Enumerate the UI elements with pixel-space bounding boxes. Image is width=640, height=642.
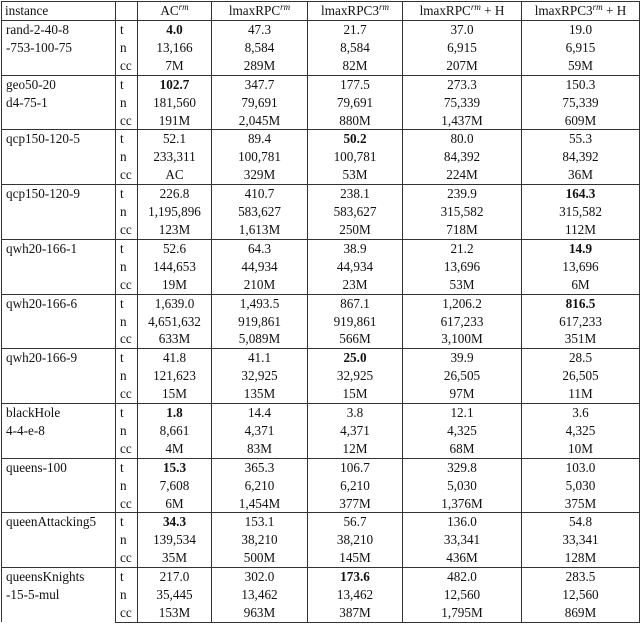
metric-label: cc <box>116 495 138 513</box>
cell-n: 919,861 <box>308 313 403 331</box>
header-col-base: lmaxRPC3 <box>321 3 379 18</box>
instance-name-line: qwh20-166-1 <box>6 240 78 256</box>
cell-n: 4,651,632 <box>138 313 212 331</box>
cell-t: 12.1 <box>403 404 522 422</box>
cell-n: 13,166 <box>138 39 212 57</box>
cell-t: 4.0 <box>138 21 212 39</box>
metric-label: n <box>116 586 138 604</box>
metric-label: t <box>116 568 138 586</box>
cell-cc: 82M <box>308 57 403 75</box>
cell-n: 26,505 <box>403 367 522 385</box>
cell-cc: 500M <box>212 549 308 567</box>
instance-name-line: qwh20-166-6 <box>6 295 78 311</box>
cell-cc: 5,089M <box>212 330 308 348</box>
cell-cc: 53M <box>403 276 522 294</box>
instance-name <box>2 239 116 294</box>
cell-cc: 7M <box>138 57 212 75</box>
cell-t: 25.0 <box>308 349 403 367</box>
cell-n: 75,339 <box>403 94 522 112</box>
cell-cc: 15M <box>138 385 212 403</box>
cell-cc: 210M <box>212 276 308 294</box>
cell-n: 7,608 <box>138 477 212 495</box>
instance-name-line: qwh20-166-9 <box>6 350 78 366</box>
cell-cc: 23M <box>308 276 403 294</box>
cell-n: 13,462 <box>308 586 403 604</box>
metric-label: n <box>116 313 138 331</box>
header-col-sup: rm <box>378 2 389 12</box>
cell-cc: 3,100M <box>403 330 522 348</box>
cell-t: 283.5 <box>522 568 640 586</box>
metric-label: n <box>116 477 138 495</box>
table-row <box>2 568 640 586</box>
cell-n: 4,371 <box>212 422 308 440</box>
instance-name <box>2 130 116 185</box>
cell-cc: 153M <box>138 604 212 622</box>
cell-n: 233,311 <box>138 148 212 166</box>
cell-n: 6,210 <box>212 477 308 495</box>
header-col-base: lmaxRPC <box>228 3 281 18</box>
metric-label: cc <box>116 440 138 458</box>
cell-cc: 19M <box>138 276 212 294</box>
instance-name-line: 4-4-e-8 <box>6 422 45 438</box>
cell-t: 164.3 <box>522 185 640 203</box>
cell-n: 32,925 <box>212 367 308 385</box>
cell-cc: 289M <box>212 57 308 75</box>
metric-label: t <box>116 75 138 93</box>
cell-n: 6,210 <box>308 477 403 495</box>
cell-t: 80.0 <box>403 130 522 148</box>
cell-cc: 566M <box>308 330 403 348</box>
cell-cc: 36M <box>522 166 640 184</box>
cell-t: 21.2 <box>403 239 522 257</box>
instance-name <box>2 349 116 404</box>
cell-t: 21.7 <box>308 21 403 39</box>
cell-t: 52.6 <box>138 239 212 257</box>
instance-name-line: blackHole <box>6 405 61 421</box>
cell-n: 5,030 <box>522 477 640 495</box>
cell-n: 4,325 <box>403 422 522 440</box>
cell-n: 75,339 <box>522 94 640 112</box>
cell-t: 39.9 <box>403 349 522 367</box>
cell-t: 238.1 <box>308 185 403 203</box>
cell-cc: 387M <box>308 604 403 622</box>
instance-name-line: queensKnights <box>6 569 85 585</box>
cell-t: 1,206.2 <box>403 294 522 312</box>
table-row <box>2 458 640 476</box>
instance-name-line: geo50-20 <box>6 76 56 92</box>
cell-cc: 145M <box>308 549 403 567</box>
cell-cc: 351M <box>522 330 640 348</box>
cell-cc: 329M <box>212 166 308 184</box>
header-col-suffix: + H <box>602 3 627 18</box>
metric-label: t <box>116 21 138 39</box>
cell-n: 13,462 <box>212 586 308 604</box>
cell-t: 14.4 <box>212 404 308 422</box>
cell-n: 5,030 <box>403 477 522 495</box>
cell-cc: 128M <box>522 549 640 567</box>
cell-cc: 83M <box>212 440 308 458</box>
metric-label: cc <box>116 385 138 403</box>
cell-n: 4,325 <box>522 422 640 440</box>
cell-t: 56.7 <box>308 513 403 531</box>
cell-t: 14.9 <box>522 239 640 257</box>
table-row <box>2 21 640 39</box>
cell-t: 482.0 <box>403 568 522 586</box>
cell-cc: 53M <box>308 166 403 184</box>
cell-n: 44,934 <box>308 258 403 276</box>
metric-label: t <box>116 458 138 476</box>
cell-cc: 59M <box>522 57 640 75</box>
instance-name-line: qcp150-120-5 <box>6 131 80 147</box>
instance-name-line: queens-100 <box>6 459 67 475</box>
metric-label: n <box>116 203 138 221</box>
header-row <box>2 2 640 21</box>
cell-cc: 2,045M <box>212 112 308 130</box>
cell-t: 410.7 <box>212 185 308 203</box>
cell-cc: 375M <box>522 495 640 513</box>
cell-t: 106.7 <box>308 458 403 476</box>
instance-name-line: qcp150-120-9 <box>6 186 80 202</box>
cell-n: 144,653 <box>138 258 212 276</box>
cell-t: 1,493.5 <box>212 294 308 312</box>
cell-n: 32,925 <box>308 367 403 385</box>
instance-name-line: d4-75-1 <box>6 94 48 110</box>
cell-cc: 135M <box>212 385 308 403</box>
header-instance: instance <box>2 2 116 21</box>
header-col-1 <box>212 2 308 21</box>
metric-label: t <box>116 349 138 367</box>
results-table <box>1 1 640 623</box>
instance-name-line: -753-100-75 <box>6 39 72 55</box>
cell-n: 84,392 <box>522 148 640 166</box>
cell-cc: AC <box>138 166 212 184</box>
instance-name <box>2 568 116 623</box>
cell-n: 315,582 <box>522 203 640 221</box>
cell-t: 15.3 <box>138 458 212 476</box>
header-col-2 <box>308 2 403 21</box>
cell-t: 41.1 <box>212 349 308 367</box>
table-row <box>2 75 640 93</box>
cell-t: 89.4 <box>212 130 308 148</box>
table-row <box>2 239 640 257</box>
metric-label: n <box>116 367 138 385</box>
header-col-4 <box>522 2 640 21</box>
cell-cc: 191M <box>138 112 212 130</box>
metric-label: n <box>116 39 138 57</box>
cell-n: 4,371 <box>308 422 403 440</box>
cell-n: 1,195,896 <box>138 203 212 221</box>
cell-n: 26,505 <box>522 367 640 385</box>
cell-t: 47.3 <box>212 21 308 39</box>
cell-n: 13,696 <box>522 258 640 276</box>
cell-n: 315,582 <box>403 203 522 221</box>
cell-cc: 6M <box>522 276 640 294</box>
metric-label: n <box>116 422 138 440</box>
cell-n: 35,445 <box>138 586 212 604</box>
cell-t: 28.5 <box>522 349 640 367</box>
cell-t: 150.3 <box>522 75 640 93</box>
cell-n: 121,623 <box>138 367 212 385</box>
cell-n: 33,341 <box>522 531 640 549</box>
metric-label: cc <box>116 604 138 622</box>
table-row <box>2 513 640 531</box>
cell-cc: 377M <box>308 495 403 513</box>
instance-name <box>2 185 116 240</box>
cell-n: 919,861 <box>212 313 308 331</box>
cell-n: 583,627 <box>308 203 403 221</box>
metric-label: n <box>116 258 138 276</box>
instance-name-line: -15-5-mul <box>6 587 60 603</box>
cell-t: 54.8 <box>522 513 640 531</box>
cell-cc: 4M <box>138 440 212 458</box>
cell-t: 867.1 <box>308 294 403 312</box>
cell-n: 181,560 <box>138 94 212 112</box>
cell-n: 84,392 <box>403 148 522 166</box>
cell-t: 102.7 <box>138 75 212 93</box>
cell-n: 33,341 <box>403 531 522 549</box>
metric-label: t <box>116 513 138 531</box>
header-col-3 <box>403 2 522 21</box>
table-row <box>2 130 640 148</box>
instance-name-line: queenAttacking5 <box>6 514 97 530</box>
header-col-sup: rm <box>280 2 291 12</box>
cell-t: 273.3 <box>403 75 522 93</box>
metric-label: t <box>116 294 138 312</box>
table-row <box>2 349 640 367</box>
table-row <box>2 294 640 312</box>
cell-cc: 1,376M <box>403 495 522 513</box>
cell-n: 38,210 <box>308 531 403 549</box>
cell-t: 239.9 <box>403 185 522 203</box>
cell-t: 50.2 <box>308 130 403 148</box>
cell-n: 8,584 <box>212 39 308 57</box>
cell-n: 100,781 <box>308 148 403 166</box>
cell-n: 617,233 <box>522 313 640 331</box>
cell-cc: 1,437M <box>403 112 522 130</box>
cell-t: 3.8 <box>308 404 403 422</box>
cell-cc: 6M <box>138 495 212 513</box>
metric-label: t <box>116 239 138 257</box>
cell-cc: 633M <box>138 330 212 348</box>
header-col-base: lmaxRPC <box>419 3 471 18</box>
cell-t: 177.5 <box>308 75 403 93</box>
metric-label: n <box>116 531 138 549</box>
cell-n: 8,584 <box>308 39 403 57</box>
cell-n: 12,560 <box>403 586 522 604</box>
cell-cc: 880M <box>308 112 403 130</box>
cell-cc: 10M <box>522 440 640 458</box>
cell-t: 217.0 <box>138 568 212 586</box>
cell-t: 816.5 <box>522 294 640 312</box>
cell-t: 41.8 <box>138 349 212 367</box>
metric-label: t <box>116 130 138 148</box>
table-body <box>2 21 640 623</box>
header-col-sup: rm <box>178 2 189 12</box>
cell-n: 12,560 <box>522 586 640 604</box>
cell-n: 100,781 <box>212 148 308 166</box>
cell-cc: 11M <box>522 385 640 403</box>
instance-name <box>2 21 116 76</box>
cell-n: 6,915 <box>522 39 640 57</box>
instance-name <box>2 294 116 349</box>
cell-cc: 68M <box>403 440 522 458</box>
cell-t: 55.3 <box>522 130 640 148</box>
header-col-sup: rm <box>592 2 603 12</box>
header-col-base: lmaxRPC3 <box>534 3 593 18</box>
cell-cc: 869M <box>522 604 640 622</box>
cell-cc: 609M <box>522 112 640 130</box>
instance-name <box>2 404 116 459</box>
cell-cc: 250M <box>308 221 403 239</box>
cell-t: 34.3 <box>138 513 212 531</box>
cell-cc: 436M <box>403 549 522 567</box>
metric-label: cc <box>116 57 138 75</box>
cell-t: 365.3 <box>212 458 308 476</box>
cell-t: 329.8 <box>403 458 522 476</box>
cell-t: 1,639.0 <box>138 294 212 312</box>
cell-cc: 1,795M <box>403 604 522 622</box>
cell-t: 136.0 <box>403 513 522 531</box>
metric-label: n <box>116 94 138 112</box>
cell-t: 52.1 <box>138 130 212 148</box>
cell-cc: 1,613M <box>212 221 308 239</box>
cell-t: 153.1 <box>212 513 308 531</box>
cell-t: 226.8 <box>138 185 212 203</box>
cell-cc: 35M <box>138 549 212 567</box>
cell-n: 44,934 <box>212 258 308 276</box>
cell-t: 37.0 <box>403 21 522 39</box>
cell-cc: 12M <box>308 440 403 458</box>
cell-t: 103.0 <box>522 458 640 476</box>
cell-cc: 123M <box>138 221 212 239</box>
instance-name <box>2 513 116 568</box>
table-row <box>2 185 640 203</box>
cell-t: 173.6 <box>308 568 403 586</box>
metric-label: cc <box>116 112 138 130</box>
cell-t: 19.0 <box>522 21 640 39</box>
header-col-0 <box>138 2 212 21</box>
metric-label: cc <box>116 221 138 239</box>
instance-name <box>2 75 116 130</box>
cell-t: 64.3 <box>212 239 308 257</box>
metric-label: cc <box>116 166 138 184</box>
instance-name <box>2 458 116 513</box>
table-row <box>2 404 640 422</box>
header-col-sup: rm <box>470 2 481 12</box>
instance-name-line: rand-2-40-8 <box>6 22 69 37</box>
cell-n: 8,661 <box>138 422 212 440</box>
header-col-base: AC <box>160 3 179 18</box>
cell-t: 302.0 <box>212 568 308 586</box>
header-col-suffix: + H <box>480 3 505 18</box>
cell-t: 1.8 <box>138 404 212 422</box>
cell-n: 139,534 <box>138 531 212 549</box>
cell-n: 13,696 <box>403 258 522 276</box>
cell-cc: 97M <box>403 385 522 403</box>
metric-label: cc <box>116 330 138 348</box>
metric-label: cc <box>116 549 138 567</box>
cell-n: 583,627 <box>212 203 308 221</box>
cell-t: 3.6 <box>522 404 640 422</box>
cell-cc: 1,454M <box>212 495 308 513</box>
cell-cc: 207M <box>403 57 522 75</box>
metric-label: n <box>116 148 138 166</box>
cell-cc: 963M <box>212 604 308 622</box>
metric-label: cc <box>116 276 138 294</box>
cell-cc: 112M <box>522 221 640 239</box>
cell-n: 6,915 <box>403 39 522 57</box>
cell-cc: 718M <box>403 221 522 239</box>
cell-cc: 224M <box>403 166 522 184</box>
metric-label: t <box>116 185 138 203</box>
cell-n: 617,233 <box>403 313 522 331</box>
cell-n: 79,691 <box>308 94 403 112</box>
cell-t: 347.7 <box>212 75 308 93</box>
cell-n: 38,210 <box>212 531 308 549</box>
cell-n: 79,691 <box>212 94 308 112</box>
header-label <box>116 2 138 21</box>
cell-cc: 15M <box>308 385 403 403</box>
metric-label: t <box>116 404 138 422</box>
cell-t: 38.9 <box>308 239 403 257</box>
